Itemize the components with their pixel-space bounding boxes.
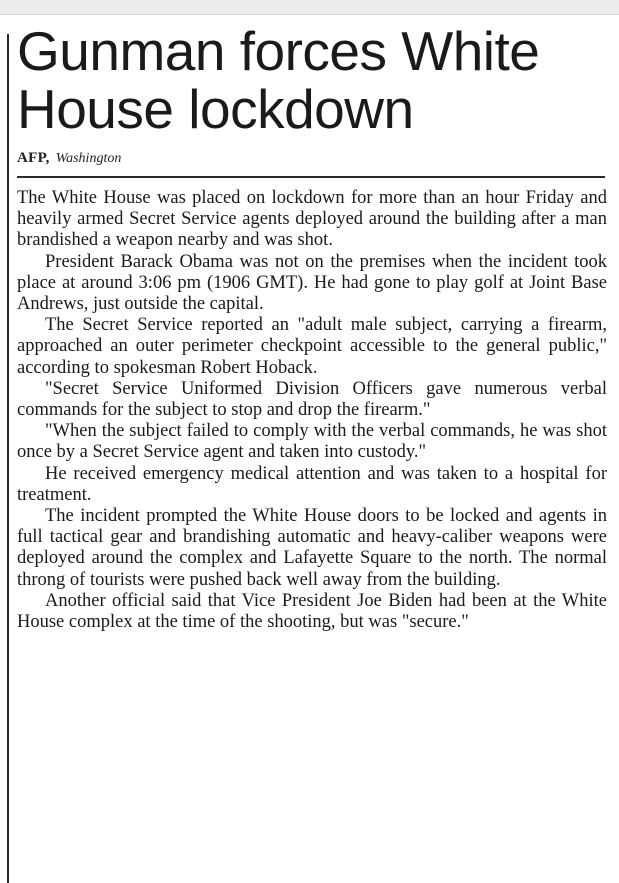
article-paragraph: President Barack Obama was not on the premises when the incident took place at around 3:06 pm (1906 GMT). He had gone to play golf at Joint Base Andrews, just outside the capital. [17,251,607,315]
article-paragraph: "Secret Service Uniformed Division Officers gave numerous verbal commands for the subject to stop and drop the firearm." [17,378,607,421]
headline-divider [17,176,605,178]
byline-agency: AFP, [17,150,50,166]
column-rule-left [7,34,9,883]
article-paragraph: The Secret Service reported an "adult male subject, carrying a firearm, approached an outer perimeter checkpoint accessible to the general public," according to spokesman Robert Hoback. [17,315,607,378]
headline: Gunman forces White House lockdown [17,20,540,140]
article-paragraph: "When the subject failed to comply with the verbal commands, he was shot once by a Secret Service agent and taken into custody." [17,421,607,463]
byline [17,150,607,167]
article-paragraph: The incident prompted the White House doors to be locked and agents in full tactical gear and brandishing automatic and heavy-caliber weapons were deployed around the complex and Lafayette Square to the north. The normal throng of tourists were pushed back well away from the building. [17,506,607,590]
news-article [17,22,607,633]
article-body [17,188,607,633]
article-paragraph: Another official said that Vice President Joe Biden had been at the White House complex at the time of the shooting, but was "secure." [17,590,607,633]
article-paragraph: He received emergency medical attention and was taken to a hospital for treatment. [17,463,607,505]
clipping-top-margin [0,0,619,15]
byline-location: Washington [55,151,122,166]
article-paragraph: The White House was placed on lockdown for more than an hour Friday and heavily armed Secret Service agents deployed around the building after a man brandished a weapon nearby and was shot. [17,188,607,251]
